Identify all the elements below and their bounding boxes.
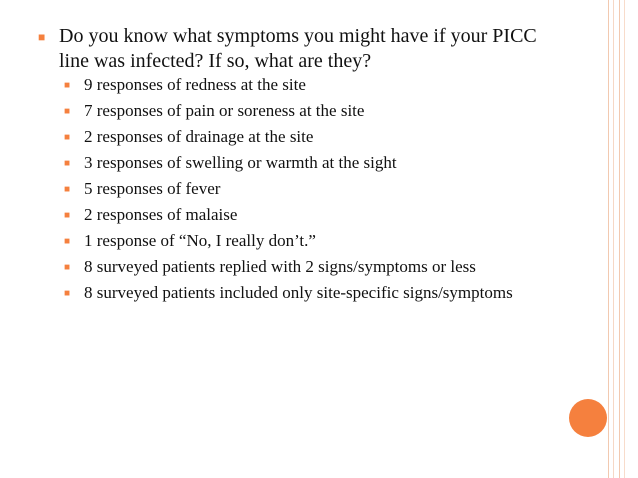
response-item: ■ 9 responses of redness at the site (64, 75, 306, 94)
square-bullet-icon: ■ (64, 262, 71, 273)
response-item: ■ 2 responses of malaise (64, 205, 238, 224)
response-item: ■ 3 responses of swelling or warmth at the sight (64, 153, 397, 172)
square-bullet-icon: ■ (64, 288, 71, 299)
square-bullet-icon: ■ (64, 236, 71, 247)
square-bullet-icon: ■ (64, 106, 71, 117)
square-bullet-icon: ■ (64, 80, 71, 91)
response-item: ■ 7 responses of pain or soreness at the site (64, 101, 365, 120)
decorative-orange-circle (569, 399, 607, 437)
square-bullet-icon: ■ (64, 132, 71, 143)
square-bullet-icon: ■ (38, 30, 46, 44)
square-bullet-icon: ■ (64, 184, 71, 195)
decorative-line (613, 0, 614, 478)
response-item: ■ 8 surveyed patients included only site-specific signs/symptoms (64, 283, 513, 302)
slide-content (38, 24, 568, 309)
responses-list (64, 75, 568, 304)
response-item: ■ 1 response of “No, I really don’t.” (64, 231, 316, 250)
decorative-line (619, 0, 620, 478)
response-item: ■ 5 responses of fever (64, 179, 221, 198)
square-bullet-icon: ■ (64, 210, 71, 221)
question-text: Do you know what symptoms you might have if your PICC line was infected? If so, what are they? (59, 25, 537, 72)
decorative-line (608, 0, 609, 478)
response-item: ■ 2 responses of drainage at the site (64, 127, 314, 146)
question-item (38, 24, 568, 74)
response-item: ■ 8 surveyed patients replied with 2 signs/symptoms or less (64, 257, 476, 276)
decorative-line (624, 0, 625, 478)
square-bullet-icon: ■ (64, 158, 71, 169)
